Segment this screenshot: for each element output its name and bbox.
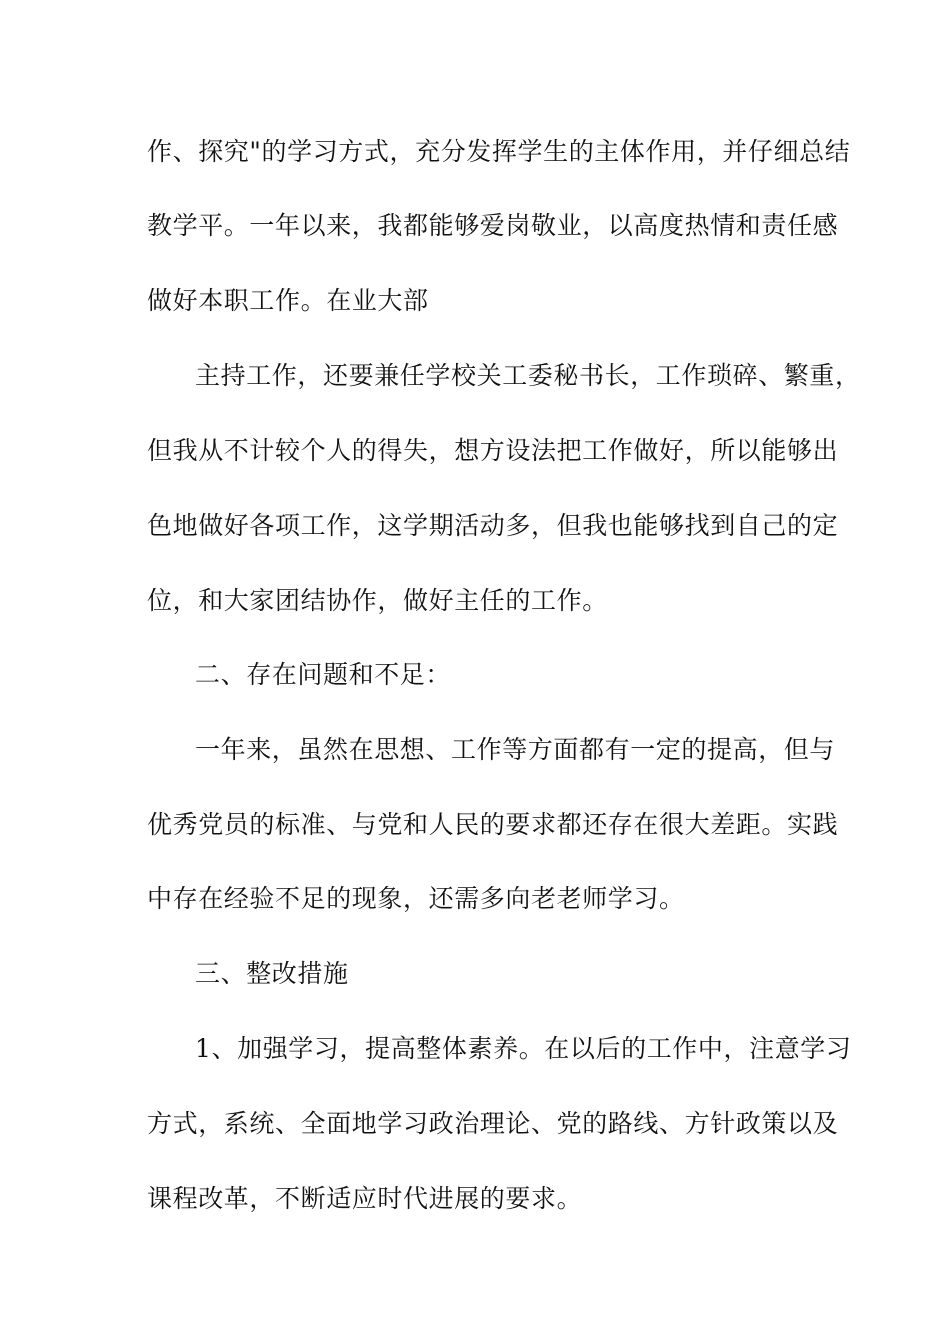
text-line: 教学平。一年以来，我都能够爱岗敬业，以高度热情和责任感 [147, 211, 839, 240]
text-line: 色地做好各项工作，这学期活动多，但我也能够找到自己的定 [147, 511, 839, 540]
paragraph-start-line: 一年来，虽然在思想、工作等方面都有一定的提高，但与 [195, 735, 836, 764]
text-line: 课程改革，不断适应时代进展的要求。 [147, 1184, 583, 1213]
text-line: 作、探究"的学习方式，充分发挥学生的主体作用，并仔细总结 [147, 137, 851, 166]
text-line: 位，和大家团结协作，做好主任的工作。 [147, 586, 608, 615]
text-line: 但我从不计较个人的得失，想方设法把工作做好，所以能够出 [147, 436, 839, 465]
text-line: 优秀党员的标准、与党和人民的要求都还存在很大差距。实践 [147, 810, 839, 839]
paragraph-start-line: 主持工作，还要兼任学校关工委秘书长，工作琐碎、繁重， [195, 361, 861, 390]
text-line: 方式，系统、全面地学习政治理论、党的路线、方针政策以及 [147, 1109, 839, 1138]
text-line: 做好本职工作。在业大部 [147, 286, 429, 315]
section-heading: 三、整改措施 [195, 959, 349, 988]
paragraph-start-line: 1、加强学习，提高整体素养。在以后的工作中，注意学习 [195, 1034, 852, 1063]
text-line: 中存在经验不足的现象，还需多向老老师学习。 [147, 884, 685, 913]
section-heading: 二、存在问题和不足： [195, 660, 452, 689]
